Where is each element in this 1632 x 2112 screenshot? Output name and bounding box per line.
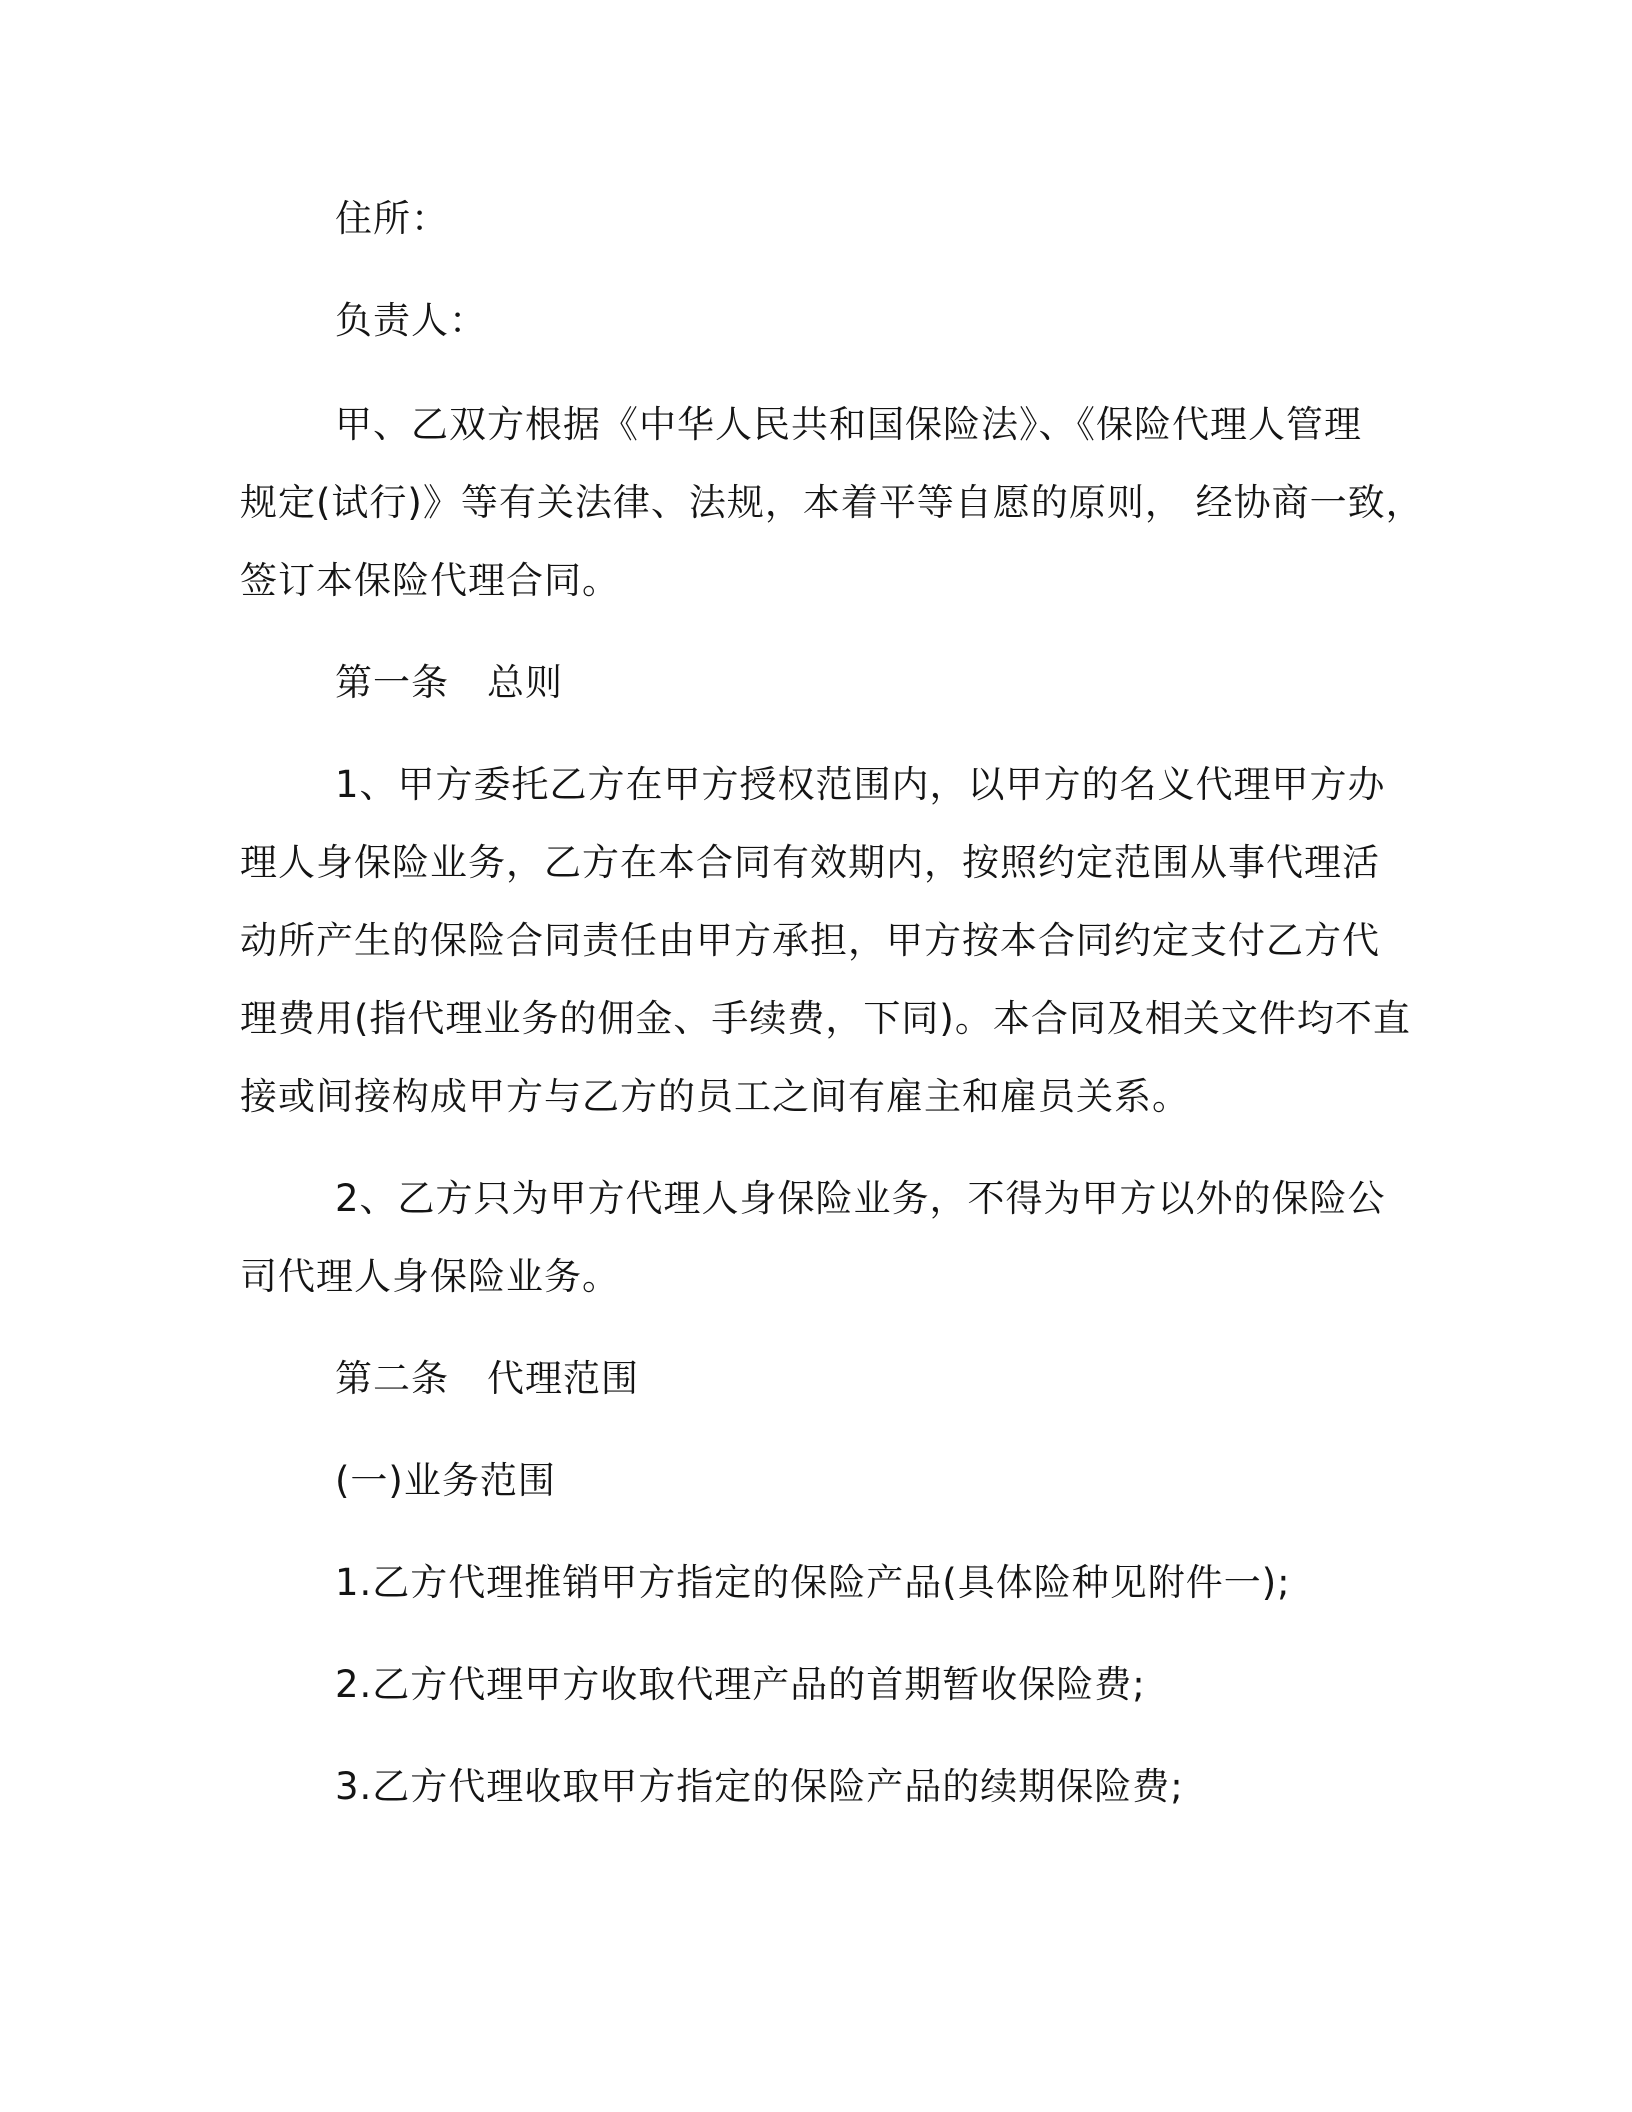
article-1-clause-1-line-2: 理人身保险业务，乙方在本合同有效期内，按照约定范围从事代理活	[240, 841, 1380, 884]
article-1-heading	[335, 644, 1485, 722]
scope-item-2: 2.乙方代理甲方收取代理产品的首期暂收保险费;	[335, 1663, 1146, 1706]
article-1-clause-1-line-3: 动所产生的保险合同责任由甲方承担，甲方按本合同约定支付乙方代	[240, 919, 1380, 962]
article-2-title: 代理范围	[487, 1357, 639, 1400]
preamble-line-2: 规定(试行)》等有关法律、法规，本着平等自愿的原则， 经协商一致，	[240, 481, 1424, 524]
article-1-clause-1-line-5: 接或间接构成甲方与乙方的员工之间有雇主和雇员关系。	[240, 1075, 1190, 1118]
business-scope-heading: (一)业务范围	[335, 1459, 556, 1502]
article-1-clause-2-line-1: 2、乙方只为甲方代理人身保险业务，不得为甲方以外的保险公	[335, 1177, 1386, 1220]
preamble-line-3: 签订本保险代理合同。	[240, 559, 620, 602]
scope-item-1: 1.乙方代理推销甲方指定的保险产品(具体险种见附件一);	[335, 1561, 1291, 1604]
article-2-number: 第二条	[335, 1357, 449, 1400]
article-1-clause-1-line-4: 理费用(指代理业务的佣金、手续费，下同)。本合同及相关文件均不直	[240, 997, 1411, 1040]
scope-item-3: 3.乙方代理收取甲方指定的保险产品的续期保险费;	[335, 1765, 1184, 1808]
article-1-clause-2-line-2: 司代理人身保险业务。	[240, 1255, 620, 1298]
person-in-charge-label: 负责人：	[335, 299, 487, 342]
article-1-number: 第一条	[335, 661, 449, 704]
preamble-line-1: 甲、乙双方根据《中华人民共和国保险法》、《保险代理人管理	[335, 403, 1362, 446]
article-2-heading	[335, 1340, 1485, 1418]
article-1-title: 总则	[487, 661, 563, 704]
address-label: 住所：	[335, 197, 449, 240]
article-1-clause-1-line-1: 1、甲方委托乙方在甲方授权范围内，以甲方的名义代理甲方办	[335, 763, 1386, 806]
